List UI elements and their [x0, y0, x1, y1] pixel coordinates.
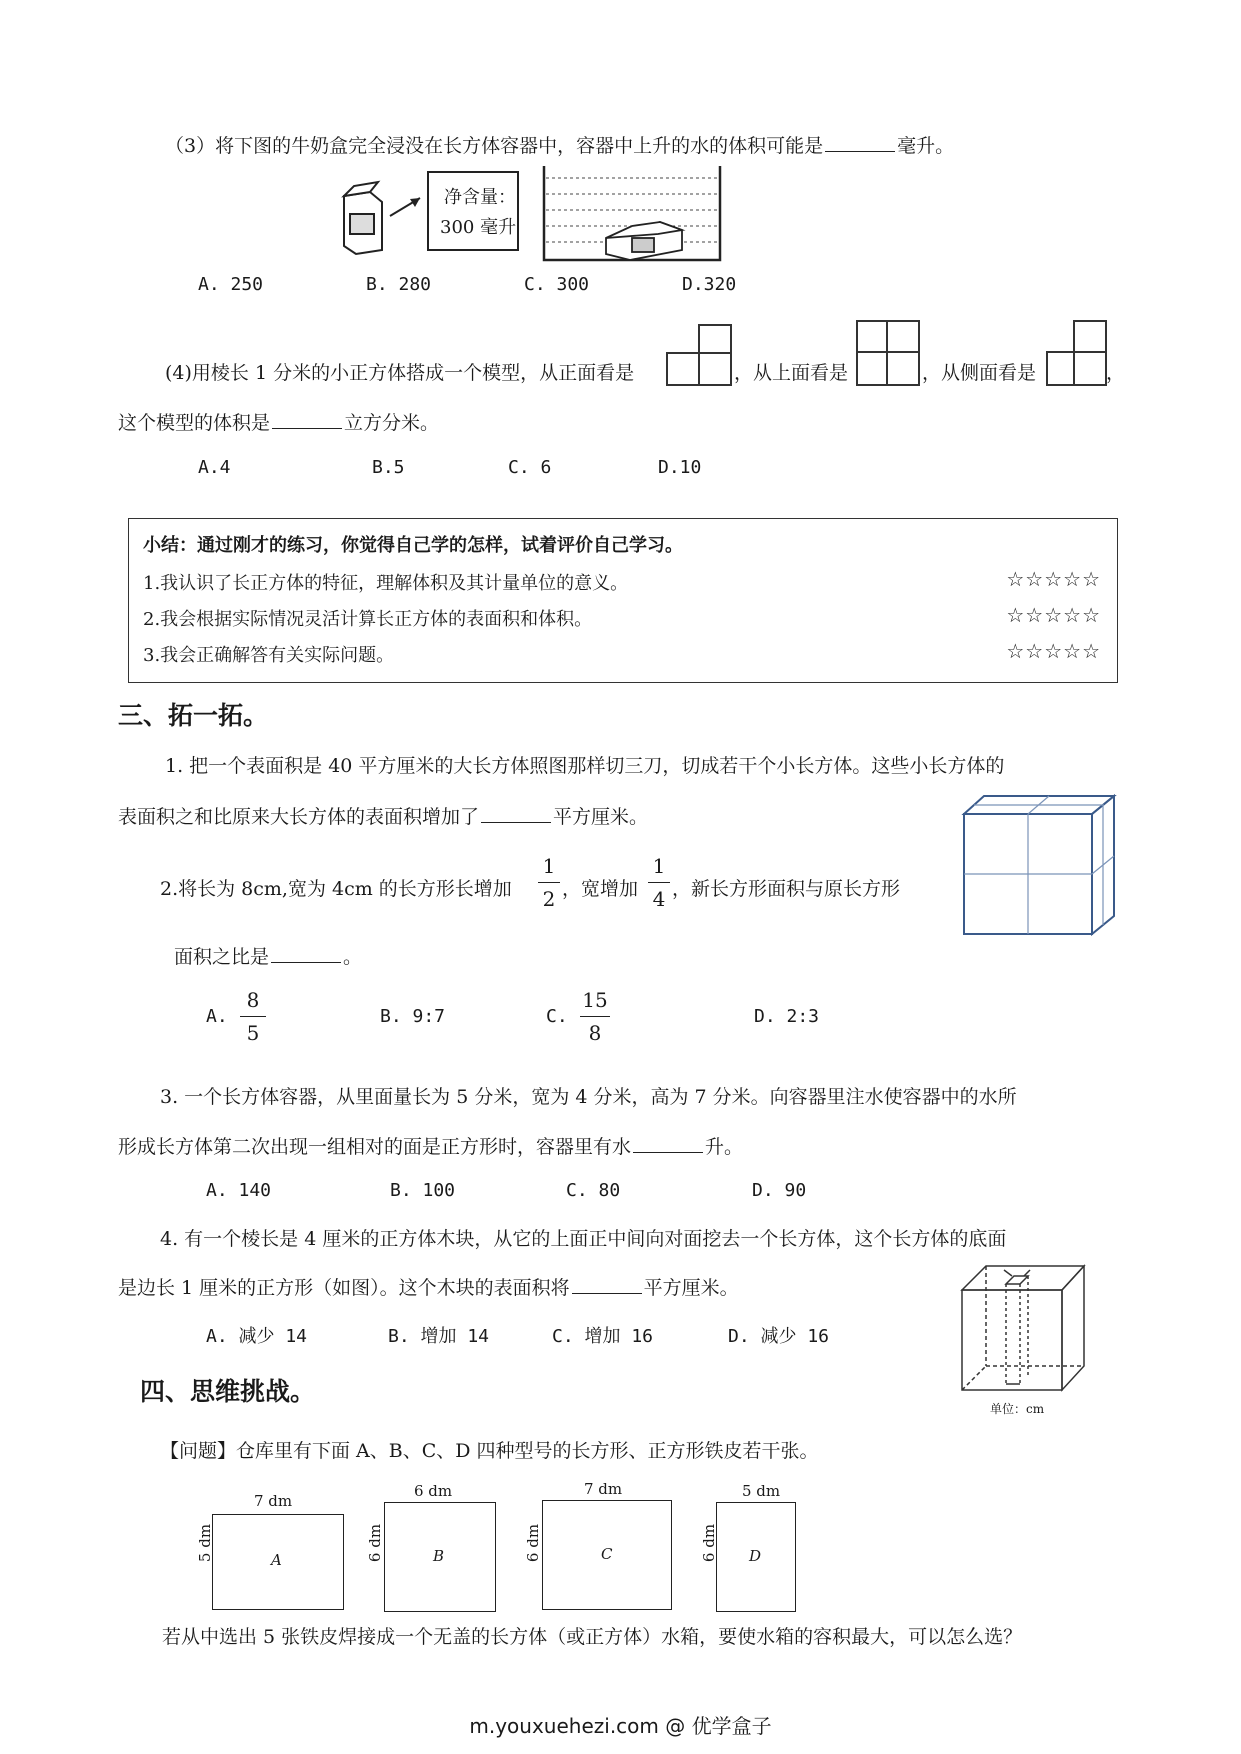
s3-p1-line2: 表面积之和比原来大长方体的表面积增加了 平方厘米。 — [118, 806, 649, 828]
q3-option-a[interactable]: A. 250 — [198, 274, 264, 295]
q4-line1-seg1: (4)用棱长 1 分米的小正方体搭成一个模型，从正面看是 — [165, 362, 635, 384]
q4-option-a[interactable]: A.4 — [198, 457, 231, 478]
sheet-a-top-dim: 7 dm — [254, 1492, 293, 1510]
s3-p2-option-b[interactable]: B. 9:7 — [380, 1006, 446, 1027]
s4-question: 若从中选出 5 张铁皮焊接成一个无盖的长方体（或正方体）水箱，要使水箱的容积最大，可以怎么选？ — [162, 1626, 1023, 1648]
s3-p2-option-d[interactable]: D. 2:3 — [754, 1006, 820, 1027]
sheet-d — [716, 1502, 796, 1612]
s3-p2-frac2: 1 4 — [648, 854, 670, 911]
sheet-b-label: B — [433, 1547, 445, 1565]
q3-option-d[interactable]: D.320 — [682, 274, 737, 295]
sheet-a-label: A — [271, 1551, 282, 1569]
s3-p4-option-d[interactable]: D. 减少 16 — [728, 1326, 830, 1347]
section3-heading: 三、拓一拓。 — [118, 701, 269, 730]
sheet-c-label: C — [601, 1545, 613, 1563]
sheet-b-top-dim: 6 dm — [414, 1482, 453, 1500]
sheet-c-side-dim: 6 dm — [524, 1523, 543, 1563]
s3-p4-option-a[interactable]: A. 减少 14 — [206, 1326, 308, 1347]
s3-p3-line2: 形成长方体第二次出现一组相对的面是正方形时，容器里有水 升。 — [118, 1136, 744, 1158]
s3-p2-mid: ，宽增加 — [562, 878, 639, 900]
s3-p2-blank[interactable] — [271, 944, 341, 963]
milk-carton-icon — [344, 182, 382, 254]
q4-line1-seg4: ， — [1106, 362, 1126, 384]
water-container-figure — [540, 164, 724, 264]
label-line2: 300 毫升 — [440, 217, 517, 238]
s3-p3-line1: 3. 一个长方体容器，从里面量长为 5 分米，宽为 4 分米，高为 7 分米。向容器里注水使容器中的水所 — [160, 1086, 1017, 1108]
s3-p3-option-c[interactable]: C. 80 — [566, 1180, 621, 1201]
hollow-cube-unit: 单位：cm — [990, 1402, 1045, 1416]
q4-option-b[interactable]: B.5 — [372, 457, 405, 478]
summary-stars-2[interactable]: ☆☆☆☆☆ — [1006, 603, 1101, 627]
s3-p3-option-a[interactable]: A. 140 — [206, 1180, 272, 1201]
footer-watermark: m.youxuehezi.com @ 优学盒子 — [469, 1714, 772, 1738]
q4-blank[interactable] — [272, 410, 342, 429]
s3-p4-option-b[interactable]: B. 增加 14 — [388, 1326, 490, 1347]
sheet-c-top-dim: 7 dm — [584, 1480, 623, 1498]
s3-p2-option-a-frac[interactable]: 8 5 — [240, 988, 266, 1045]
s3-p1-blank[interactable] — [481, 804, 551, 823]
s3-p2-before: 2.将长为 8cm,宽为 4cm 的长方形长增加 — [160, 878, 512, 900]
hollow-cube-figure — [958, 1262, 1088, 1402]
q4-option-c[interactable]: C. 6 — [508, 457, 552, 478]
q3-option-b[interactable]: B. 280 — [366, 274, 432, 295]
s3-p2-option-c-label[interactable]: C. — [546, 1006, 568, 1027]
q4-line2: 这个模型的体积是 立方分米。 — [118, 412, 440, 434]
s3-p1-line1: 1. 把一个表面积是 40 平方厘米的大长方体照图那样切三刀，切成若干个小长方体。这些小长方体的 — [165, 755, 1005, 777]
sheet-d-label: D — [749, 1547, 762, 1565]
q3-blank[interactable] — [825, 133, 895, 152]
s3-p2-option-a-label[interactable]: A. — [206, 1006, 228, 1027]
summary-item-1: 1.我认识了长正方体的特征，理解体积及其计量单位的意义。 — [143, 573, 629, 594]
sheet-b — [384, 1502, 496, 1612]
s4-problem: 【问题】仓库里有下面 A、B、C、D 四种型号的长方形、正方形铁皮若干张。 — [160, 1440, 819, 1462]
summary-title: 小结：通过刚才的练习，你觉得自己学的怎样，试着评价自己学习。 — [143, 535, 683, 556]
sheet-d-top-dim: 5 dm — [742, 1482, 781, 1500]
s3-p4-line1: 4. 有一个棱长是 4 厘米的正方体木块，从它的上面正中间向对面挖去一个长方体，这个长方体的底面 — [160, 1228, 1007, 1250]
sheet-c — [542, 1500, 672, 1610]
q3-text: （3）将下图的牛奶盒完全浸没在长方体容器中，容器中上升的水的体积可能是 毫升。 — [165, 135, 955, 157]
s3-p3-option-b[interactable]: B. 100 — [390, 1180, 456, 1201]
sheet-a-side-dim: 5 dm — [196, 1523, 215, 1563]
cut-cuboid-figure — [960, 792, 1120, 940]
s3-p2-line2: 面积之比是 。 — [174, 946, 363, 968]
s3-p4-option-c[interactable]: C. 增加 16 — [552, 1326, 654, 1347]
submerged-carton-icon — [606, 222, 682, 260]
summary-stars-1[interactable]: ☆☆☆☆☆ — [1006, 567, 1101, 591]
s3-p2-after: ，新长方形面积与原长方形 — [672, 878, 901, 900]
s3-p3-option-d[interactable]: D. 90 — [752, 1180, 807, 1201]
sheet-a — [212, 1514, 344, 1610]
s3-p4-blank[interactable] — [572, 1275, 642, 1294]
summary-box — [128, 518, 1118, 683]
label-line1: 净含量： — [444, 187, 516, 208]
q4-option-d[interactable]: D.10 — [658, 457, 702, 478]
section4-heading: 四、思维挑战。 — [140, 1377, 316, 1406]
sheet-b-side-dim: 6 dm — [366, 1523, 385, 1563]
sheet-d-side-dim: 6 dm — [700, 1523, 719, 1563]
summary-item-2: 2.我会根据实际情况灵活计算长正方体的表面积和体积。 — [143, 609, 593, 630]
q4-line1-seg2: ，从上面看是 — [734, 362, 849, 384]
s3-p4-line2: 是边长 1 厘米的正方形（如图）。这个木块的表面积将 平方厘米。 — [118, 1277, 739, 1299]
q3-option-c[interactable]: C. 300 — [524, 274, 590, 295]
s3-p2-frac1: 1 2 — [538, 854, 560, 911]
q4-line1-seg3: ，从侧面看是 — [922, 362, 1037, 384]
s3-p3-blank[interactable] — [633, 1134, 703, 1153]
summary-stars-3[interactable]: ☆☆☆☆☆ — [1006, 639, 1101, 663]
summary-item-3: 3.我会正确解答有关实际问题。 — [143, 645, 395, 666]
s3-p2-option-c-frac[interactable]: 15 8 — [580, 988, 610, 1045]
